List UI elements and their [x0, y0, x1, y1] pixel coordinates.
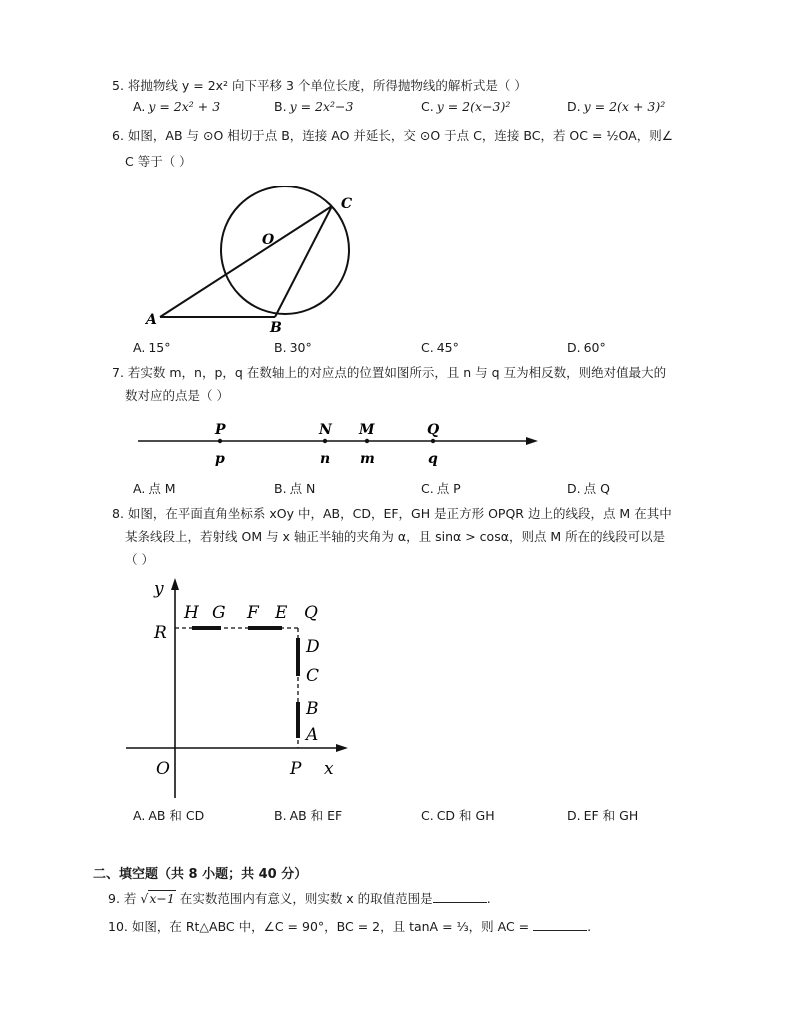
- q9-radicand: x−1: [149, 891, 175, 906]
- q6-option-d-label: D.: [567, 340, 581, 355]
- label-g: G: [212, 603, 226, 623]
- q5-option-d-label: D.: [567, 99, 581, 114]
- q10-end: .: [587, 919, 592, 934]
- q8-option-d: [567, 806, 638, 824]
- y-axis-arrow-icon: [171, 578, 179, 590]
- q8-option-d-label: D.: [567, 808, 581, 823]
- label-y: y: [154, 579, 164, 599]
- label-b: B: [306, 699, 319, 719]
- label-b: B: [270, 320, 282, 336]
- point-p: [218, 439, 222, 443]
- sqrt-icon: √: [140, 891, 149, 906]
- q7-number-line: [130, 412, 550, 474]
- q7-stem-line2: 数对应的点是（ ）: [125, 388, 229, 403]
- q8-option-b: [274, 806, 342, 824]
- q7-option-c-label: C.: [421, 481, 434, 496]
- q7-option-d-text: 点 Q: [583, 481, 610, 496]
- q8-option-a-text: AB 和 CD: [148, 808, 205, 823]
- q5-option-b: [274, 99, 354, 114]
- q7-option-c-text: 点 P: [436, 481, 461, 496]
- label-d: D: [306, 637, 320, 657]
- q10-prefix: 10. 如图，在 Rt△ABC 中，∠C = 90°，BC = 2，且 tanA = ⅓，则 AC =: [108, 919, 530, 934]
- q8-option-a-label: A.: [133, 808, 146, 823]
- q9-suffix: 在实数范围内有意义，则实数 x 的取值范围是: [179, 891, 433, 906]
- q8-option-c: [421, 806, 495, 824]
- q6-option-c-label: C.: [421, 340, 434, 355]
- q5-option-c-text: y = 2(x−3)²: [436, 99, 511, 114]
- label-upper-m: M: [359, 422, 375, 438]
- q9-prefix: 9. 若: [108, 891, 137, 906]
- q7-stem-line1: 7. 若实数 m，n，p，q 在数轴上的对应点的位置如图所示，且 n 与 q 互为相反数，则绝对值最大的: [112, 365, 667, 380]
- label-lower-p: p: [215, 451, 225, 467]
- q10-stem: [108, 918, 591, 936]
- q5-option-a-label: A.: [133, 99, 146, 114]
- label-x: x: [324, 759, 334, 779]
- q6-option-b: [274, 340, 312, 355]
- q8-stem-line3: （ ）: [125, 552, 154, 567]
- label-upper-p: P: [215, 422, 226, 438]
- q5-option-a-text: y = 2x² + 3: [148, 99, 221, 114]
- point-n: [323, 439, 327, 443]
- q6-option-b-text: 30°: [289, 340, 312, 355]
- label-lower-m: m: [360, 451, 375, 467]
- label-c: C: [341, 196, 353, 212]
- q6-option-d: [567, 340, 606, 355]
- q7-option-a-label: A.: [133, 481, 146, 496]
- q7-option-a-text: 点 M: [148, 481, 176, 496]
- q7-option-d-label: D.: [567, 481, 581, 496]
- q8-option-d-text: EF 和 GH: [583, 808, 639, 823]
- label-p: P: [290, 759, 302, 779]
- q7-option-c: [421, 479, 461, 497]
- label-upper-n: N: [319, 422, 332, 438]
- q7-option-b-label: B.: [274, 481, 287, 496]
- q9-answer-blank[interactable]: [433, 890, 487, 903]
- q8-option-a: [133, 806, 204, 824]
- label-h: H: [184, 603, 199, 623]
- q8-stem-line1: 8. 如图，在平面直角坐标系 xOy 中，AB，CD，EF，GH 是正方形 OPQR 边上的线段，点 M 在其中: [112, 506, 672, 521]
- q8-option-c-text: CD 和 GH: [436, 808, 495, 823]
- label-q: Q: [304, 603, 318, 623]
- q5-option-d: [567, 99, 665, 114]
- q6-stem-line1: 6. 如图，AB 与 ⊙O 相切于点 B，连接 AO 并延长，交 ⊙O 于点 C，连接 BC，若 OC = ½OA，则∠: [112, 128, 673, 143]
- q6-option-a: [133, 340, 170, 355]
- label-a: A: [146, 312, 157, 328]
- section-heading: 二、填空题（共 8 小题；共 40 分）: [93, 867, 308, 882]
- q8-option-c-label: C.: [421, 808, 434, 823]
- x-axis-arrow-icon: [336, 744, 348, 752]
- label-e: E: [275, 603, 288, 623]
- q6-option-a-text: 15°: [148, 340, 171, 355]
- q8-option-b-text: AB 和 EF: [289, 808, 343, 823]
- q9-stem: [108, 890, 491, 908]
- point-q: [431, 439, 435, 443]
- q6-option-d-text: 60°: [583, 340, 606, 355]
- q9-end: .: [486, 891, 491, 906]
- label-upper-q: Q: [427, 422, 440, 438]
- q6-option-a-label: A.: [133, 340, 146, 355]
- q10-answer-blank[interactable]: [533, 918, 587, 931]
- q5-option-c: [421, 99, 510, 114]
- q7-option-a: [133, 479, 176, 497]
- label-lower-q: q: [428, 451, 438, 467]
- q7-option-b-text: 点 N: [289, 481, 316, 496]
- q7-option-d: [567, 479, 610, 497]
- point-m: [365, 439, 369, 443]
- q8-option-b-label: B.: [274, 808, 287, 823]
- label-o: O: [156, 759, 170, 779]
- q6-stem-line2: C 等于（ ）: [125, 154, 192, 169]
- q5-option-c-label: C.: [421, 99, 434, 114]
- label-o: O: [262, 232, 275, 248]
- q7-option-b: [274, 479, 315, 497]
- q8-stem-line2: 某条线段上，若射线 OM 与 x 轴正半轴的夹角为 α，且 sinα > cosα，则点 M 所在的线段可以是: [125, 529, 666, 544]
- q6-option-c: [421, 340, 459, 355]
- q5-option-b-text: y = 2x²−3: [289, 99, 354, 114]
- label-lower-n: n: [320, 451, 331, 467]
- label-c: C: [306, 666, 320, 686]
- q6-option-b-label: B.: [274, 340, 287, 355]
- q5-option-d-text: y = 2(x + 3)²: [583, 99, 666, 114]
- label-a: A: [306, 725, 319, 745]
- q5-option-a: [133, 99, 220, 114]
- label-f: F: [247, 603, 259, 623]
- q6-circle-figure: [140, 186, 360, 336]
- q6-option-c-text: 45°: [436, 340, 459, 355]
- label-r: R: [154, 623, 167, 643]
- q5-stem: 5. 将抛物线 y = 2x² 向下平移 3 个单位长度，所得抛物线的解析式是（ ）: [112, 78, 527, 93]
- circle-o: [221, 186, 349, 314]
- axis-arrow-icon: [526, 437, 538, 445]
- q8-coordinate-figure: [118, 572, 358, 804]
- q5-option-b-label: B.: [274, 99, 287, 114]
